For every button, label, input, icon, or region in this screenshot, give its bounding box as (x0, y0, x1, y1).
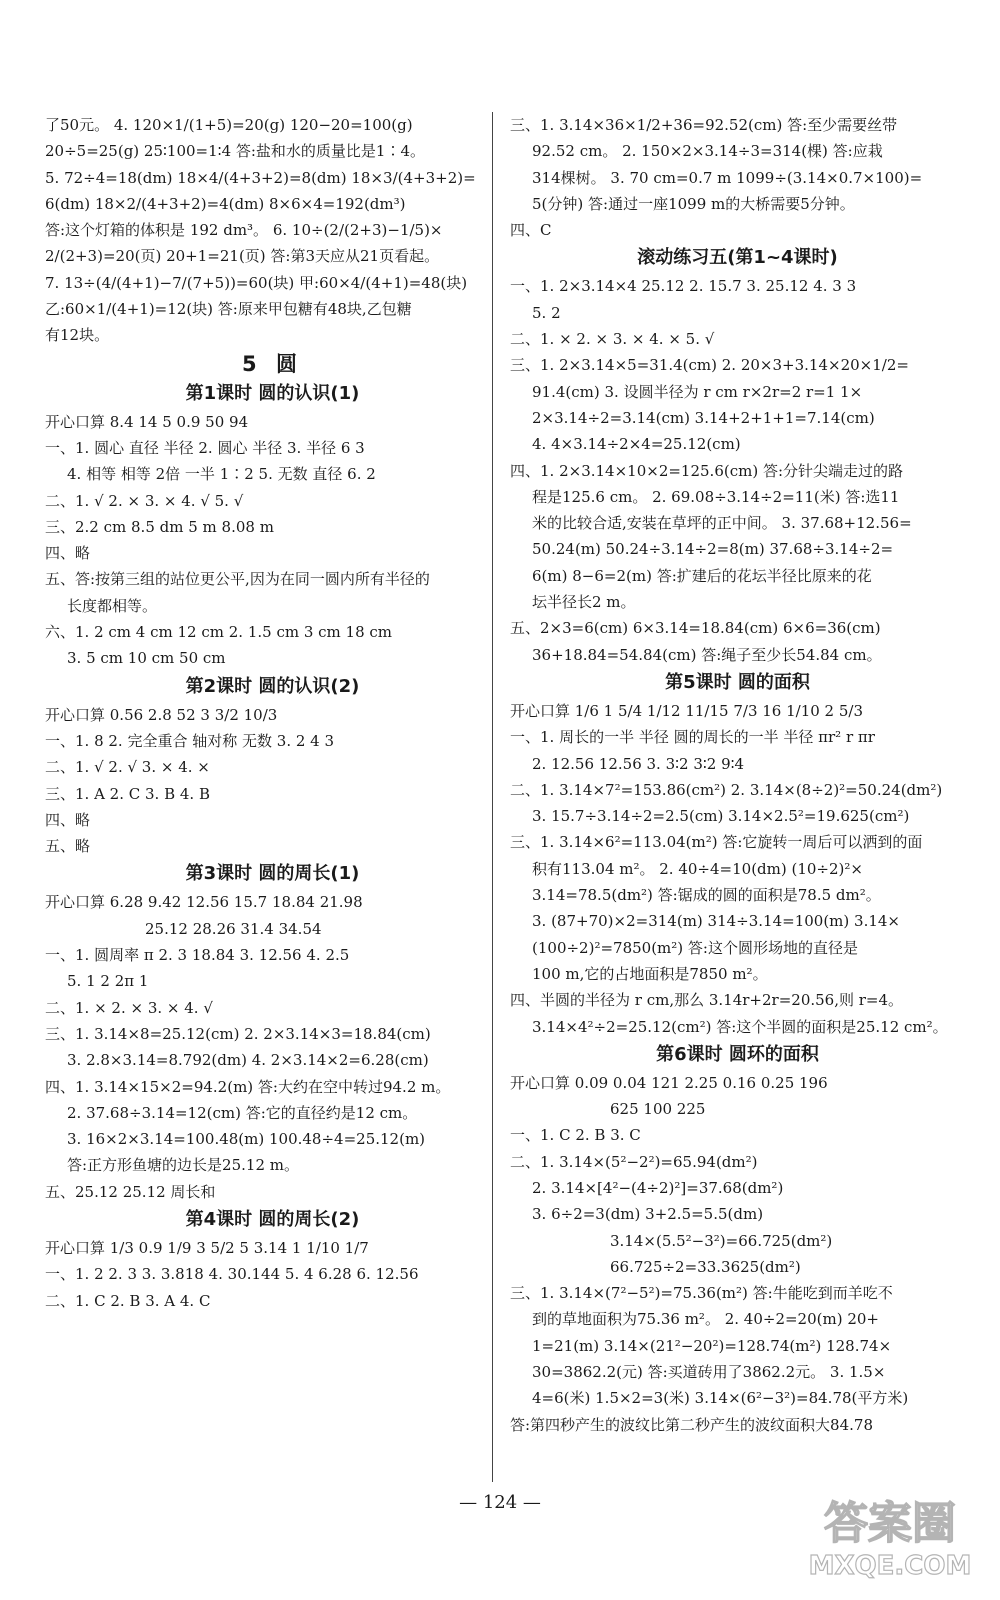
answer-line: 五、略 (45, 837, 91, 856)
answer-line: 一、1. 8 2. 完全重合 轴对称 无数 3. 2 4 3 (45, 731, 335, 750)
answer-line: 五、答:按第三组的站位更公平,因为在同一圆内所有半径的 (45, 570, 430, 589)
answer-line: 三、2.2 cm 8.5 dm 5 m 8.08 m (45, 517, 274, 536)
answer-line: 三、1. 3.14×6²=113.04(m²) 答:它旋转一周后可以洒到的面 (510, 833, 923, 852)
answer-line: 四、C (510, 221, 552, 240)
svg-text:答案圈: 答案圈 (824, 1498, 956, 1549)
answer-line: 3. 2.8×3.14=8.792(dm) 4. 2×3.14×2=6.28(cm) (67, 1051, 429, 1070)
answer-line: 四、1. 3.14×15×2=94.2(m) 答:大约在空中转过94.2 m。 (45, 1077, 451, 1096)
answer-line: 3. 16×2×3.14=100.48(m) 100.48÷4=25.12(m) (67, 1130, 426, 1149)
answer-line: 三、1. 3.14×8=25.12(cm) 2. 2×3.14×3=18.84(cm) (45, 1024, 431, 1043)
left-column (45, 112, 500, 1314)
answer-line: 2/(2+3)=20(页) 20+1=21(页) 答:第3天应从21页看起。 (45, 247, 440, 266)
answer-line: 开心口算 0.56 2.8 52 3 3/2 10/3 (45, 705, 278, 724)
answer-line: 二、1. 3.14×(5²−2²)=65.94(dm²) (510, 1152, 758, 1171)
answer-line: 开心口算 1/6 1 5/4 1/12 11/15 7/3 16 1/10 2 5/3 (510, 701, 864, 720)
answer-line: 3. 6÷2=3(dm) 3+2.5=5.5(dm) (532, 1205, 764, 1224)
answer-line: 开心口算 0.09 0.04 121 2.25 0.16 0.25 196 (510, 1073, 828, 1092)
answer-line: 314棵树。 3. 70 cm=0.7 m 1099÷(3.14×0.7×100)= (532, 168, 923, 187)
answer-line: 米的比较合适,安装在草坪的正中间。 3. 37.68+12.56= (532, 514, 912, 533)
answer-line: 一、1. 圆周率 π 2. 3 18.84 3. 12.56 4. 2.5 (45, 946, 350, 965)
answer-line: 长度都相等。 (67, 596, 158, 615)
section-heading: 滚动练习五(第1~4课时) (637, 247, 838, 269)
answer-line: (100÷2)²=7850(m²) 答:这个圆形场地的直径是 (532, 938, 858, 957)
answer-line: 4=6(米) 1.5×2=3(米) 3.14×(6²−3²)=84.78(平方米) (532, 1389, 909, 1408)
section-heading: 5 圆 (242, 351, 303, 376)
answer-line: 5. 72÷4=18(dm) 18×4/(4+3+2)=8(dm) 18×3/(4+3+2)= (45, 168, 476, 187)
answer-line: 3. (87+70)×2=314(m) 314÷3.14=100(m) 3.14× (532, 912, 900, 931)
answer-line: 66.725÷2=33.3625(dm²) (610, 1257, 801, 1276)
answer-line: 开心口算 1/3 0.9 1/9 3 5/2 5 3.14 1 1/10 1/7 (45, 1238, 369, 1257)
answer-line: 六、1. 2 cm 4 cm 12 cm 2. 1.5 cm 3 cm 18 cm (45, 623, 393, 642)
answer-line: 有12块。 (45, 326, 110, 345)
answer-line: 五、2×3=6(cm) 6×3.14=18.84(cm) 6×6=36(cm) (510, 619, 881, 638)
answer-line: 36+18.84=54.84(cm) 答:绳子至少长54.84 cm。 (532, 645, 882, 664)
answer-line: 5. 2 (532, 303, 561, 322)
answer-line: 50.24(m) 50.24÷3.14÷2=8(m) 37.68÷3.14÷2= (532, 540, 894, 559)
answer-line: 一、1. 圆心 直径 半径 2. 圆心 半径 3. 半径 6 3 (45, 438, 365, 457)
answer-line: 100 m,它的占地面积是7850 m²。 (532, 964, 768, 983)
answer-line: 6(dm) 18×2/(4+3+2)=4(dm) 8×6×4=192(dm³) (45, 194, 406, 213)
answer-line: 乙:60×1/(4+1)=12(块) 答:原来甲包糖有48块,乙包糖 (45, 300, 412, 319)
section-heading: 第6课时 圆环的面积 (656, 1043, 819, 1065)
answer-line: 3.14×4²÷2=25.12(cm²) 答:这个半圆的面积是25.12 cm²。 (532, 1017, 948, 1036)
answer-line: 二、1. C 2. B 3. A 4. C (45, 1291, 211, 1310)
answer-line: 625 100 225 (610, 1100, 706, 1119)
watermark-logo (803, 1490, 978, 1582)
answer-line: 三、1. 2×3.14×5=31.4(cm) 2. 20×3+3.14×20×1/2= (510, 356, 909, 375)
answer-line: 四、1. 2×3.14×10×2=125.6(cm) 答:分针尖端走过的路 (510, 461, 904, 480)
answer-line: 20÷5=25(g) 25∶100=1∶4 答:盐和水的质量比是1∶4。 (45, 142, 426, 161)
answer-line: 到的草地面积为75.36 m²。 2. 40÷2=20(m) 20+ (532, 1310, 880, 1329)
answer-line: 积有113.04 m²。 2. 40÷4=10(dm) (10÷2)²× (532, 859, 863, 878)
answer-line: 2. 3.14×[4²−(4÷2)²]=37.68(dm²) (532, 1178, 784, 1197)
answer-line: 了50元。 4. 120×1/(1+5)=20(g) 120−20=100(g) (45, 116, 413, 134)
answer-line: 一、1. 2×3.14×4 25.12 2. 15.7 3. 25.12 4. 3 3 (510, 277, 857, 296)
answer-line: 4. 相等 相等 2倍 一半 1∶2 5. 无数 直径 6. 2 (67, 465, 376, 484)
answer-line: 91.4(cm) 3. 设圆半径为 r cm r×2r=2 r=1 1× (532, 382, 863, 401)
answer-line: 一、1. C 2. B 3. C (510, 1126, 641, 1145)
answer-line: 3. 15.7÷3.14÷2=2.5(cm) 3.14×2.5²=19.625(cm²) (532, 807, 910, 826)
answer-line: 开心口算 6.28 9.42 12.56 15.7 18.84 21.98 (45, 893, 363, 912)
answer-line: 坛半径长2 m。 (532, 593, 636, 612)
answer-line: 2. 12.56 12.56 3. 3∶2 3∶2 9∶4 (532, 754, 745, 773)
answer-line: 一、1. 周长的一半 半径 圆的周长的一半 半径 πr² r πr (510, 728, 875, 747)
answer-line: 四、略 (45, 544, 91, 563)
answer-line: 25.12 28.26 31.4 34.54 (145, 919, 322, 938)
answer-line: 4. 4×3.14÷2×4=25.12(cm) (532, 435, 741, 454)
section-heading: 第3课时 圆的周长(1) (185, 863, 360, 885)
answer-line: 1=21(m) 3.14×(21²−20²)=128.74(m²) 128.74× (532, 1336, 892, 1355)
answer-line: 7. 13÷(4/(4+1)−7/(7+5))=60(块) 甲:60×4/(4+1)=48(块) (45, 273, 468, 292)
answer-line: 答:第四秒产生的波纹比第二秒产生的波纹面积大84.78 (510, 1415, 873, 1434)
answer-line: 3.14×(5.5²−3²)=66.725(dm²) (610, 1231, 833, 1250)
section-heading: 第5课时 圆的面积 (665, 671, 810, 693)
answer-line: 答:正方形鱼塘的边长是25.12 m。 (67, 1156, 299, 1175)
section-heading: 第2课时 圆的认识(2) (185, 675, 360, 697)
column-divider (492, 112, 493, 1482)
answer-line: 四、略 (45, 810, 91, 829)
answer-line: 二、1. × 2. × 3. × 4. × 5. √ (510, 330, 715, 349)
answer-line: 2. 37.68÷3.14=12(cm) 答:它的直径约是12 cm。 (67, 1103, 418, 1122)
answer-line: 二、1. √ 2. √ 3. × 4. × (45, 758, 210, 777)
right-column (510, 112, 965, 1438)
answer-line: 5. 1 2 2π 1 (67, 972, 149, 991)
answer-line: 答:这个灯箱的体积是 192 dm³。 6. 10÷(2/(2+3)−1/5)× (45, 221, 443, 240)
answer-line: 2×3.14÷2=3.14(cm) 3.14+2+1+1=7.14(cm) (532, 408, 875, 427)
answer-line: 30=3862.2(元) 答:买道砖用了3862.2元。 3. 1.5× (532, 1363, 886, 1382)
answer-line: 二、1. √ 2. × 3. × 4. √ 5. √ (45, 491, 244, 510)
answer-line: 三、1. 3.14×36×1/2+36=92.52(cm) 答:至少需要丝带 (510, 116, 898, 134)
answer-line: 3.14=78.5(dm²) 答:锯成的圆的面积是78.5 dm²。 (532, 886, 881, 905)
answer-line: 二、1. 3.14×7²=153.86(cm²) 2. 3.14×(8÷2)²=50.24(dm²) (510, 780, 943, 799)
section-heading: 第4课时 圆的周长(2) (185, 1208, 360, 1230)
answer-line: 四、半圆的半径为 r cm,那么 3.14r+2r=20.56,则 r=4。 (510, 991, 904, 1010)
answer-line: 程是125.6 cm。 2. 69.08÷3.14÷2=11(米) 答:选11 (532, 487, 900, 506)
answer-line: 92.52 cm。 2. 150×2×3.14÷3=314(棵) 答:应栽 (532, 142, 883, 161)
answer-line: 一、1. 2 2. 3 3. 3.818 4. 30.144 5. 4 6.28 6. 12.56 (45, 1265, 419, 1284)
answer-line: 开心口算 8.4 14 5 0.9 50 94 (45, 412, 249, 431)
answer-line: 6(m) 8−6=2(m) 答:扩建后的花坛半径比原来的花 (532, 566, 872, 585)
svg-text:MXQE.COM: MXQE.COM (808, 1551, 972, 1581)
answer-line: 三、1. 3.14×(7²−5²)=75.36(m²) 答:牛能吃到而羊吃不 (510, 1284, 893, 1303)
answer-line: 3. 5 cm 10 cm 50 cm (67, 649, 226, 668)
answer-line: 五、25.12 25.12 周长和 (45, 1182, 216, 1201)
answer-line: 5(分钟) 答:通过一座1099 m的大桥需要5分钟。 (532, 194, 855, 213)
answer-line: 三、1. A 2. C 3. B 4. B (45, 784, 210, 803)
answer-line: 二、1. × 2. × 3. × 4. √ (45, 998, 213, 1017)
page-number: — 124 — (459, 1492, 541, 1513)
section-heading: 第1课时 圆的认识(1) (185, 382, 360, 404)
